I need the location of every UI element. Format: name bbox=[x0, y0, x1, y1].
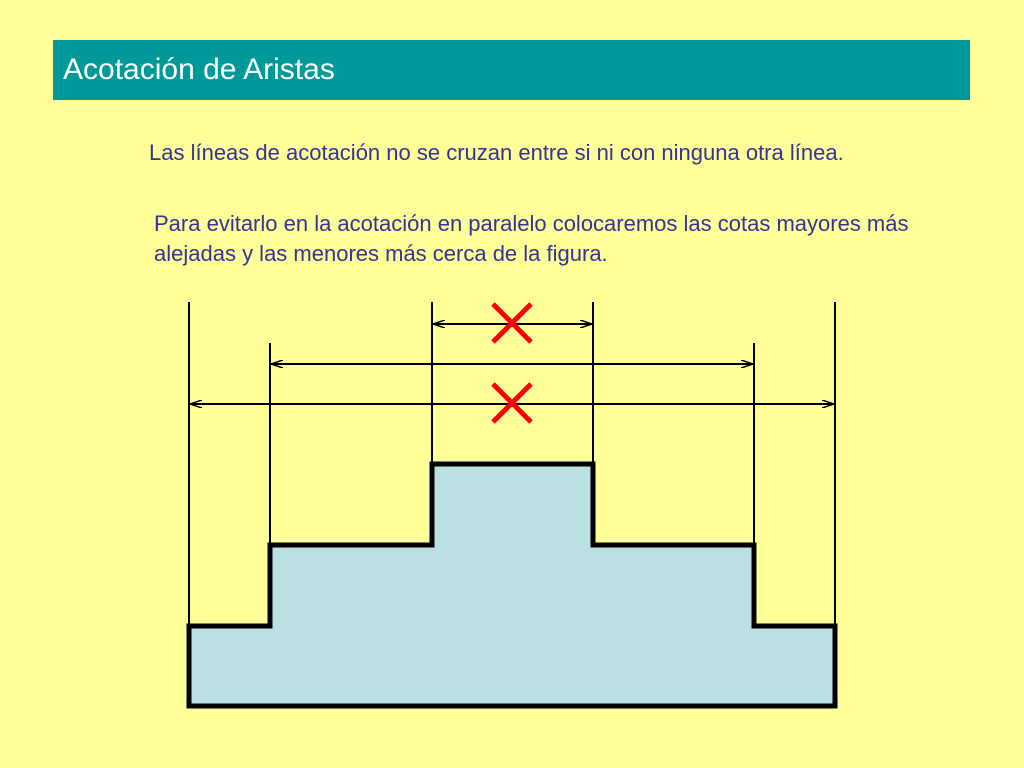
explanation-paragraph: Para evitarlo en la acotación en paralelo colocaremos las cotas mayores más alejadas y las menores más cerca de la figura. bbox=[154, 211, 909, 266]
stepped-figure bbox=[189, 464, 835, 706]
rule-paragraph: Las líneas de acotación no se cruzan entre si ni con ninguna otra línea. bbox=[149, 140, 844, 165]
slide-title: Acotación de Aristas bbox=[63, 53, 335, 86]
